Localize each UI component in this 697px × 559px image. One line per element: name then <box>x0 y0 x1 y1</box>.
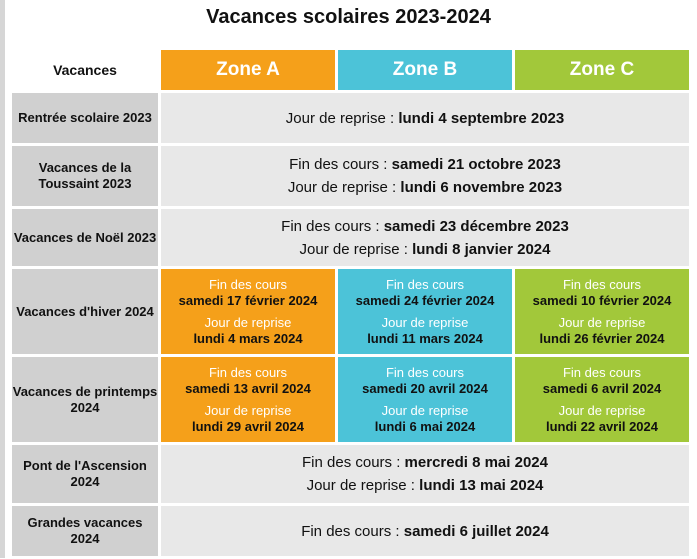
reprise-label: Jour de reprise : <box>299 240 408 258</box>
row-label: Grandes vacances 2024 <box>12 506 158 556</box>
zone-a-cell <box>161 269 335 354</box>
all-zones-cell <box>161 209 689 266</box>
fin-date: samedi 6 avril 2024 <box>542 380 662 396</box>
fin-label: Fin des cours : <box>302 454 401 471</box>
vacation-table <box>9 47 692 559</box>
table-row-hiver <box>12 269 689 354</box>
fin-label: Fin des cours <box>562 276 642 292</box>
table-row-grandes-vacances <box>12 506 689 556</box>
reprise-label: Jour de reprise : <box>287 179 397 196</box>
fin-line <box>161 451 689 474</box>
reprise-label: Jour de reprise <box>558 402 646 418</box>
zone-b-cell <box>338 357 512 442</box>
reprise-label: Jour de reprise : <box>306 477 415 494</box>
fin-label: Fin des cours <box>562 364 642 380</box>
reprise-line <box>161 238 689 261</box>
all-zones-cell <box>161 506 689 556</box>
fin-label: Fin des cours <box>385 276 465 292</box>
zone-a-cell <box>161 357 335 442</box>
reprise-line <box>161 474 689 497</box>
page-title: Vacances scolaires 2023-2024 <box>206 6 491 28</box>
reprise-label: Jour de reprise <box>381 314 469 330</box>
fin-date: samedi 13 avril 2024 <box>185 380 311 396</box>
fin-label: Fin des cours : <box>301 522 400 540</box>
reprise-label: Jour de reprise <box>204 314 292 330</box>
reprise-date: lundi 13 mai 2024 <box>419 477 544 494</box>
reprise-date: lundi 11 mars 2024 <box>367 330 483 346</box>
header-zone-b: Zone B <box>338 50 512 90</box>
all-zones-cell <box>161 445 689 503</box>
reprise-date: lundi 8 janvier 2024 <box>412 240 551 258</box>
fin-line <box>161 153 689 176</box>
table-header-row <box>12 50 689 90</box>
fin-date: mercredi 8 mai 2024 <box>404 454 548 471</box>
zone-b-cell <box>338 269 512 354</box>
zone-c-cell <box>515 269 689 354</box>
reprise-date: lundi 4 mars 2024 <box>193 330 303 346</box>
fin-line <box>161 215 689 238</box>
reprise-label: Jour de reprise <box>558 314 646 330</box>
reprise-date: lundi 22 avril 2024 <box>545 418 658 434</box>
reprise-date: lundi 26 février 2024 <box>539 330 665 346</box>
header-zone-c: Zone C <box>515 50 689 90</box>
header-zone-a: Zone A <box>161 50 335 90</box>
reprise-date: lundi 4 septembre 2023 <box>398 109 565 127</box>
row-label: Vacances de Noël 2023 <box>12 209 158 266</box>
reprise-label: Jour de reprise : <box>285 109 395 127</box>
row-label: Vacances de printemps 2024 <box>12 357 158 442</box>
fin-label: Fin des cours : <box>281 217 380 235</box>
table-row-toussaint <box>12 146 689 206</box>
fin-date: samedi 24 février 2024 <box>355 292 495 308</box>
table-row-noel <box>12 209 689 266</box>
fin-date: samedi 6 juillet 2024 <box>403 522 549 540</box>
fin-label: Fin des cours <box>385 364 465 380</box>
fin-date: samedi 21 octobre 2023 <box>391 156 561 173</box>
reprise-label: Jour de reprise <box>204 402 292 418</box>
fin-label: Fin des cours : <box>289 156 388 173</box>
reprise-date: lundi 6 novembre 2023 <box>400 179 563 196</box>
fin-date: samedi 10 février 2024 <box>532 292 672 308</box>
zone-c-cell <box>515 357 689 442</box>
header-vacances: Vacances <box>12 50 158 90</box>
table-row-printemps <box>12 357 689 442</box>
fin-label: Fin des cours <box>208 364 288 380</box>
row-label: Vacances de la Toussaint 2023 <box>12 146 158 206</box>
row-label: Vacances d'hiver 2024 <box>12 269 158 354</box>
table-row-ascension <box>12 445 689 503</box>
reprise-date: lundi 6 mai 2024 <box>374 418 476 434</box>
left-border <box>0 0 5 558</box>
reprise-date: lundi 29 avril 2024 <box>191 418 304 434</box>
all-zones-cell <box>161 146 689 206</box>
fin-label: Fin des cours <box>208 276 288 292</box>
fin-date: samedi 17 février 2024 <box>178 292 318 308</box>
reprise-label: Jour de reprise <box>381 402 469 418</box>
fin-date: samedi 23 décembre 2023 <box>383 217 569 235</box>
fin-date: samedi 20 avril 2024 <box>362 380 488 396</box>
row-label: Pont de l'Ascension 2024 <box>12 445 158 503</box>
reprise-line <box>161 176 689 199</box>
table-row-rentree <box>12 93 689 143</box>
row-label: Rentrée scolaire 2023 <box>12 93 158 143</box>
all-zones-cell <box>161 93 689 143</box>
